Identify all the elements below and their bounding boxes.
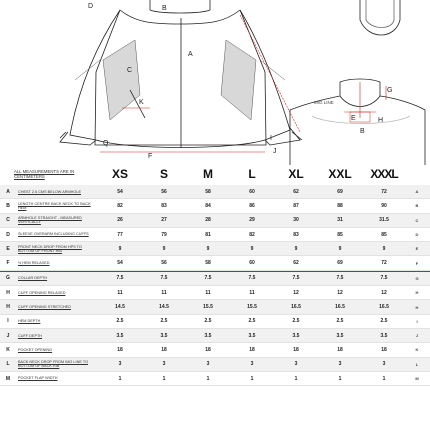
size-value: 11 bbox=[142, 286, 186, 300]
size-value: 58 bbox=[186, 256, 230, 270]
size-value: 9 bbox=[186, 242, 230, 256]
row-side-code: I bbox=[406, 314, 430, 328]
table-body bbox=[0, 185, 430, 386]
label-c: C bbox=[127, 67, 133, 74]
size-value: 81 bbox=[186, 227, 230, 241]
size-value: 3 bbox=[98, 357, 142, 371]
size-value: 3 bbox=[318, 357, 362, 371]
size-value: 9 bbox=[318, 242, 362, 256]
size-value: 29 bbox=[230, 213, 274, 227]
size-value: 7.5 bbox=[362, 272, 406, 286]
row-side-code: E bbox=[406, 242, 430, 256]
size-table bbox=[0, 163, 430, 386]
size-value: 2.5 bbox=[274, 314, 318, 328]
size-value: 3 bbox=[230, 357, 274, 371]
size-value: 90 bbox=[362, 199, 406, 213]
row-code: I bbox=[0, 314, 16, 328]
row-code: B bbox=[0, 199, 16, 213]
label-g: G bbox=[387, 87, 393, 94]
size-value: 7.5 bbox=[274, 272, 318, 286]
row-description: POCKET FLAP WIDTH bbox=[16, 371, 98, 385]
row-description: CUFF DEPTH bbox=[16, 328, 98, 342]
size-value: 1 bbox=[274, 371, 318, 385]
size-value: 72 bbox=[362, 185, 406, 199]
row-code: J bbox=[0, 328, 16, 342]
size-value: 1 bbox=[142, 371, 186, 385]
size-value: 14.5 bbox=[98, 300, 142, 314]
size-value: 9 bbox=[362, 242, 406, 256]
size-value: 31.5 bbox=[362, 213, 406, 227]
size-value: 54 bbox=[98, 256, 142, 270]
label-k: K bbox=[139, 99, 144, 106]
table-row bbox=[0, 213, 430, 227]
table-row bbox=[0, 328, 430, 342]
row-description: BACK NECK DROP FROM IMG LINE TO BOTTOM OF BACK RIB bbox=[16, 357, 98, 371]
size-value: 69 bbox=[318, 256, 362, 270]
row-description: LENGTH CENTRE BACK NECK TO BACK HEM bbox=[16, 199, 98, 213]
size-value: 9 bbox=[230, 242, 274, 256]
size-value: 2.5 bbox=[186, 314, 230, 328]
size-value: 54 bbox=[98, 185, 142, 199]
row-side-code: L bbox=[406, 357, 430, 371]
size-value: 88 bbox=[318, 199, 362, 213]
row-description: ARMHOLE STRAIGHT - MEASURED VERTICALLY bbox=[16, 213, 98, 227]
size-value: 82 bbox=[98, 199, 142, 213]
garment-diagrams bbox=[0, 0, 430, 165]
size-value: 60 bbox=[230, 185, 274, 199]
size-header: XL bbox=[288, 167, 304, 181]
size-value: 69 bbox=[318, 185, 362, 199]
size-value: 60 bbox=[230, 256, 274, 270]
row-description: HEM DEPTH bbox=[16, 314, 98, 328]
size-value: 31 bbox=[318, 213, 362, 227]
size-value: 56 bbox=[142, 185, 186, 199]
size-value: 7.5 bbox=[186, 272, 230, 286]
row-description: CUFF OPENING STRETCHED bbox=[16, 300, 98, 314]
row-description: FRONT NECK DROP FROM HPS TO BOTTOM OF FRONT RIB bbox=[16, 242, 98, 256]
size-value: 16.5 bbox=[274, 300, 318, 314]
size-value: 15.5 bbox=[186, 300, 230, 314]
size-value: 9 bbox=[274, 242, 318, 256]
table-row bbox=[0, 371, 430, 385]
size-value: 28 bbox=[186, 213, 230, 227]
row-code: H bbox=[0, 286, 16, 300]
row-code: L bbox=[0, 357, 16, 371]
label-q: Q bbox=[103, 140, 109, 147]
row-side-code: A bbox=[406, 185, 430, 199]
size-value: 83 bbox=[274, 227, 318, 241]
table-row bbox=[0, 199, 430, 213]
size-value: 18 bbox=[142, 343, 186, 357]
size-value: 18 bbox=[362, 343, 406, 357]
size-table-wrap bbox=[0, 163, 430, 430]
neck-detail bbox=[290, 79, 425, 165]
size-value: 3 bbox=[186, 357, 230, 371]
size-value: 72 bbox=[362, 256, 406, 270]
size-value: 16.5 bbox=[318, 300, 362, 314]
size-value: 77 bbox=[98, 227, 142, 241]
label-h: H bbox=[378, 117, 384, 124]
size-value: 12 bbox=[362, 286, 406, 300]
size-value: 85 bbox=[362, 227, 406, 241]
size-value: 18 bbox=[318, 343, 362, 357]
size-value: 12 bbox=[318, 286, 362, 300]
size-value: 18 bbox=[230, 343, 274, 357]
size-header: M bbox=[203, 167, 213, 181]
table-header-row bbox=[0, 163, 430, 185]
size-value: 79 bbox=[142, 227, 186, 241]
size-value: 7.5 bbox=[98, 272, 142, 286]
row-code: K bbox=[0, 343, 16, 357]
row-side-code: D bbox=[406, 227, 430, 241]
row-code: C bbox=[0, 213, 16, 227]
size-value: 12 bbox=[274, 286, 318, 300]
row-side-code: M bbox=[406, 371, 430, 385]
size-value: 3.5 bbox=[142, 328, 186, 342]
row-code: H bbox=[0, 300, 16, 314]
img-line-label: IMG LINE bbox=[314, 100, 334, 105]
table-row bbox=[0, 272, 430, 286]
table-row bbox=[0, 300, 430, 314]
row-description: COLLAR DEPTH bbox=[16, 272, 98, 286]
size-value: 2.5 bbox=[318, 314, 362, 328]
size-value: 84 bbox=[186, 199, 230, 213]
size-header: XXXL bbox=[370, 167, 398, 181]
row-side-code: F bbox=[406, 256, 430, 270]
size-value: 2.5 bbox=[142, 314, 186, 328]
measurement-note: ALL MEASUREMENTS ARE IN CENTIMETERS bbox=[14, 169, 75, 179]
label-i: I bbox=[270, 135, 272, 142]
row-description: POCKET OPENING bbox=[16, 343, 98, 357]
size-header: XS bbox=[111, 167, 128, 181]
size-value: 9 bbox=[142, 242, 186, 256]
row-description: CUFF OPENING RELAXED bbox=[16, 286, 98, 300]
size-value: 27 bbox=[142, 213, 186, 227]
size-value: 11 bbox=[98, 286, 142, 300]
size-value: 11 bbox=[230, 286, 274, 300]
size-value: 16.5 bbox=[362, 300, 406, 314]
size-value: 3.5 bbox=[362, 328, 406, 342]
table-row bbox=[0, 242, 430, 256]
label-b: B bbox=[162, 5, 167, 12]
size-header: L bbox=[248, 167, 256, 181]
size-header: XXL bbox=[328, 167, 352, 181]
size-value: 14.5 bbox=[142, 300, 186, 314]
label-a: A bbox=[188, 51, 193, 58]
size-value: 3 bbox=[274, 357, 318, 371]
table-row bbox=[0, 314, 430, 328]
size-value: 87 bbox=[274, 199, 318, 213]
size-value: 18 bbox=[98, 343, 142, 357]
size-value: 3.5 bbox=[318, 328, 362, 342]
row-code: F bbox=[0, 256, 16, 270]
size-value: 3.5 bbox=[230, 328, 274, 342]
size-value: 1 bbox=[186, 371, 230, 385]
size-value: 30 bbox=[274, 213, 318, 227]
size-value: 3 bbox=[142, 357, 186, 371]
size-value: 7.5 bbox=[142, 272, 186, 286]
label-b-small: B bbox=[360, 128, 365, 135]
row-side-code: G bbox=[406, 272, 430, 286]
size-value: 2.5 bbox=[230, 314, 274, 328]
row-code: E bbox=[0, 242, 16, 256]
row-code: G bbox=[0, 272, 16, 286]
size-value: 7.5 bbox=[318, 272, 362, 286]
table-row bbox=[0, 286, 430, 300]
row-side-code: K bbox=[406, 343, 430, 357]
table-row bbox=[0, 357, 430, 371]
row-side-code: H bbox=[406, 300, 430, 314]
size-value: 26 bbox=[98, 213, 142, 227]
size-value: 3.5 bbox=[98, 328, 142, 342]
size-value: 1 bbox=[318, 371, 362, 385]
collar-detail-top bbox=[360, 0, 400, 35]
table-row bbox=[0, 343, 430, 357]
size-value: 3.5 bbox=[186, 328, 230, 342]
row-side-code: B bbox=[406, 199, 430, 213]
row-code: A bbox=[0, 185, 16, 199]
size-value: 3.5 bbox=[274, 328, 318, 342]
label-f: F bbox=[148, 153, 153, 160]
label-j: J bbox=[273, 148, 277, 155]
size-value: 9 bbox=[98, 242, 142, 256]
size-value: 62 bbox=[274, 185, 318, 199]
size-value: 83 bbox=[142, 199, 186, 213]
row-description: SLEEVE OVERARM INCLUDING CUFFS bbox=[16, 227, 98, 241]
table-row bbox=[0, 227, 430, 241]
size-value: 1 bbox=[98, 371, 142, 385]
size-value: 15.5 bbox=[230, 300, 274, 314]
size-value: 62 bbox=[274, 256, 318, 270]
size-value: 18 bbox=[274, 343, 318, 357]
row-side-code: C bbox=[406, 213, 430, 227]
row-side-code: H bbox=[406, 286, 430, 300]
size-value: 85 bbox=[318, 227, 362, 241]
size-value: 1 bbox=[362, 371, 406, 385]
size-value: 1 bbox=[230, 371, 274, 385]
size-value: 18 bbox=[186, 343, 230, 357]
row-side-code: J bbox=[406, 328, 430, 342]
row-description: ½ HEM RELAXED bbox=[16, 256, 98, 270]
label-d: D bbox=[88, 3, 94, 10]
size-value: 3 bbox=[362, 357, 406, 371]
jacket-diagram bbox=[0, 0, 430, 165]
size-header: S bbox=[159, 167, 168, 181]
size-value: 7.5 bbox=[230, 272, 274, 286]
size-value: 82 bbox=[230, 227, 274, 241]
size-value: 2.5 bbox=[362, 314, 406, 328]
table-row bbox=[0, 185, 430, 199]
size-value: 58 bbox=[186, 185, 230, 199]
label-e: E bbox=[351, 115, 356, 122]
table-row bbox=[0, 256, 430, 270]
size-value: 11 bbox=[186, 286, 230, 300]
size-value: 86 bbox=[230, 199, 274, 213]
row-code: D bbox=[0, 227, 16, 241]
size-value: 2.5 bbox=[98, 314, 142, 328]
row-code: M bbox=[0, 371, 16, 385]
size-value: 56 bbox=[142, 256, 186, 270]
row-description: CHEST 2.5 CMS BELOW ARMHOLE bbox=[16, 185, 98, 199]
